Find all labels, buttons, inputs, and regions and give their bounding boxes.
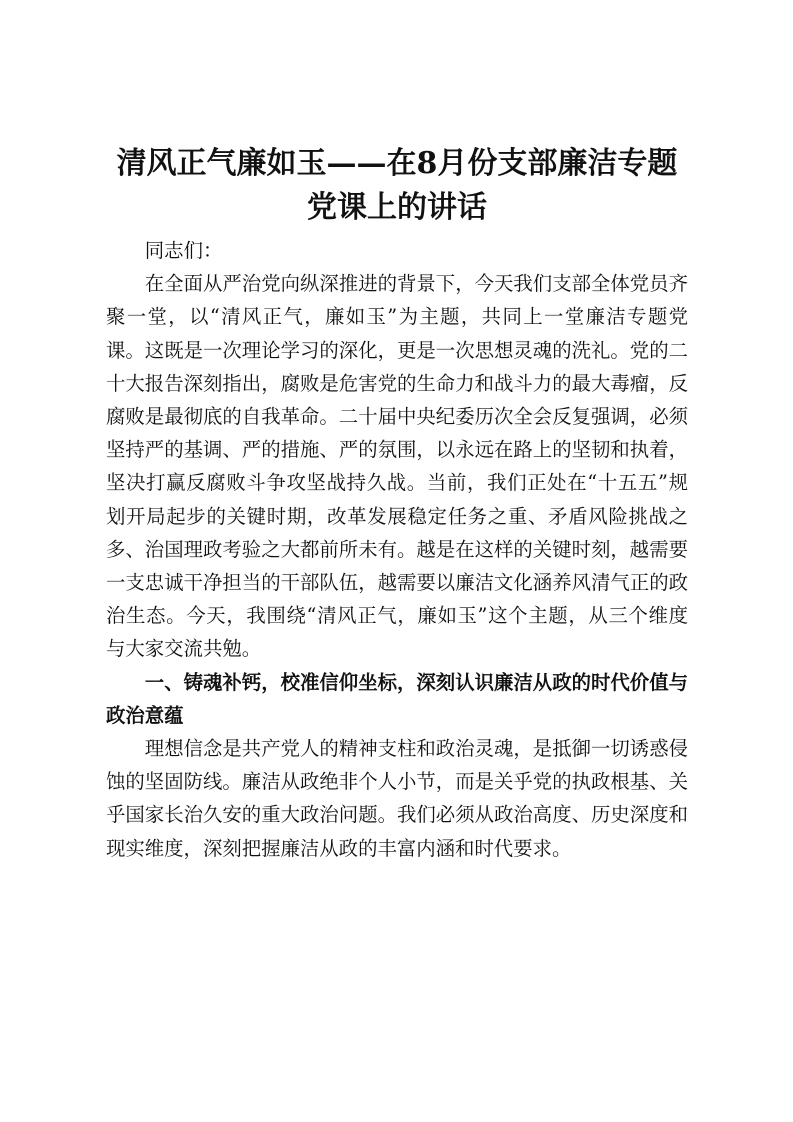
document-title: 清风正气廉如玉——在8月份支部廉洁专题党课上的讲话: [116, 146, 678, 225]
section-1-paragraph: 理想信念是共产党人的精神支柱和政治灵魂，是抵御一切诱惑侵蚀的坚固防线。廉洁从政绝非个人小节，而是关乎党的执政根基、关乎国家长治久安的重大政治问题。我们必须从政治高度、历史深度和现实维度，深刻把握廉洁从政的丰富内涵和时代要求。: [106, 737, 688, 860]
salutation: 同志们：: [144, 239, 223, 262]
document-body: [106, 142, 688, 865]
intro-paragraph: 在全面从严治党向纵深推进的背景下，今天我们支部全体党员齐聚一堂，以“清风正气，廉如玉”为主题，共同上一堂廉洁专题党课。这既是一次理论学习的深化，更是一次思想灵魂的洗礼。党的二十大报告深刻指出，腐败是危害党的生命力和战斗力的最大毒瘤，反腐败是最彻底的自我革命。二十届中央纪委历次全会反复强调，必须坚持严的基调、严的措施、严的氛围，以永远在路上的坚韧和执着，坚决打赢反腐败斗争攻坚战持久战。当前，我们正处在“十五五”规划开局起步的关键时期，改革发展稳定任务之重、矛盾风险挑战之多、治国理政考验之大都前所未有。越是在这样的关键时刻，越需要一支忠诚干净担当的干部队伍，越需要以廉洁文化涵养风清气正的政治生态。今天，我围绕“清风正气，廉如玉”这个主题，从三个维度与大家交流共勉。: [106, 272, 688, 661]
section-heading-1: 一、铸魂补钙，校准信仰坐标，深刻认识廉洁从政的时代价值与政治意蕴: [106, 670, 688, 727]
